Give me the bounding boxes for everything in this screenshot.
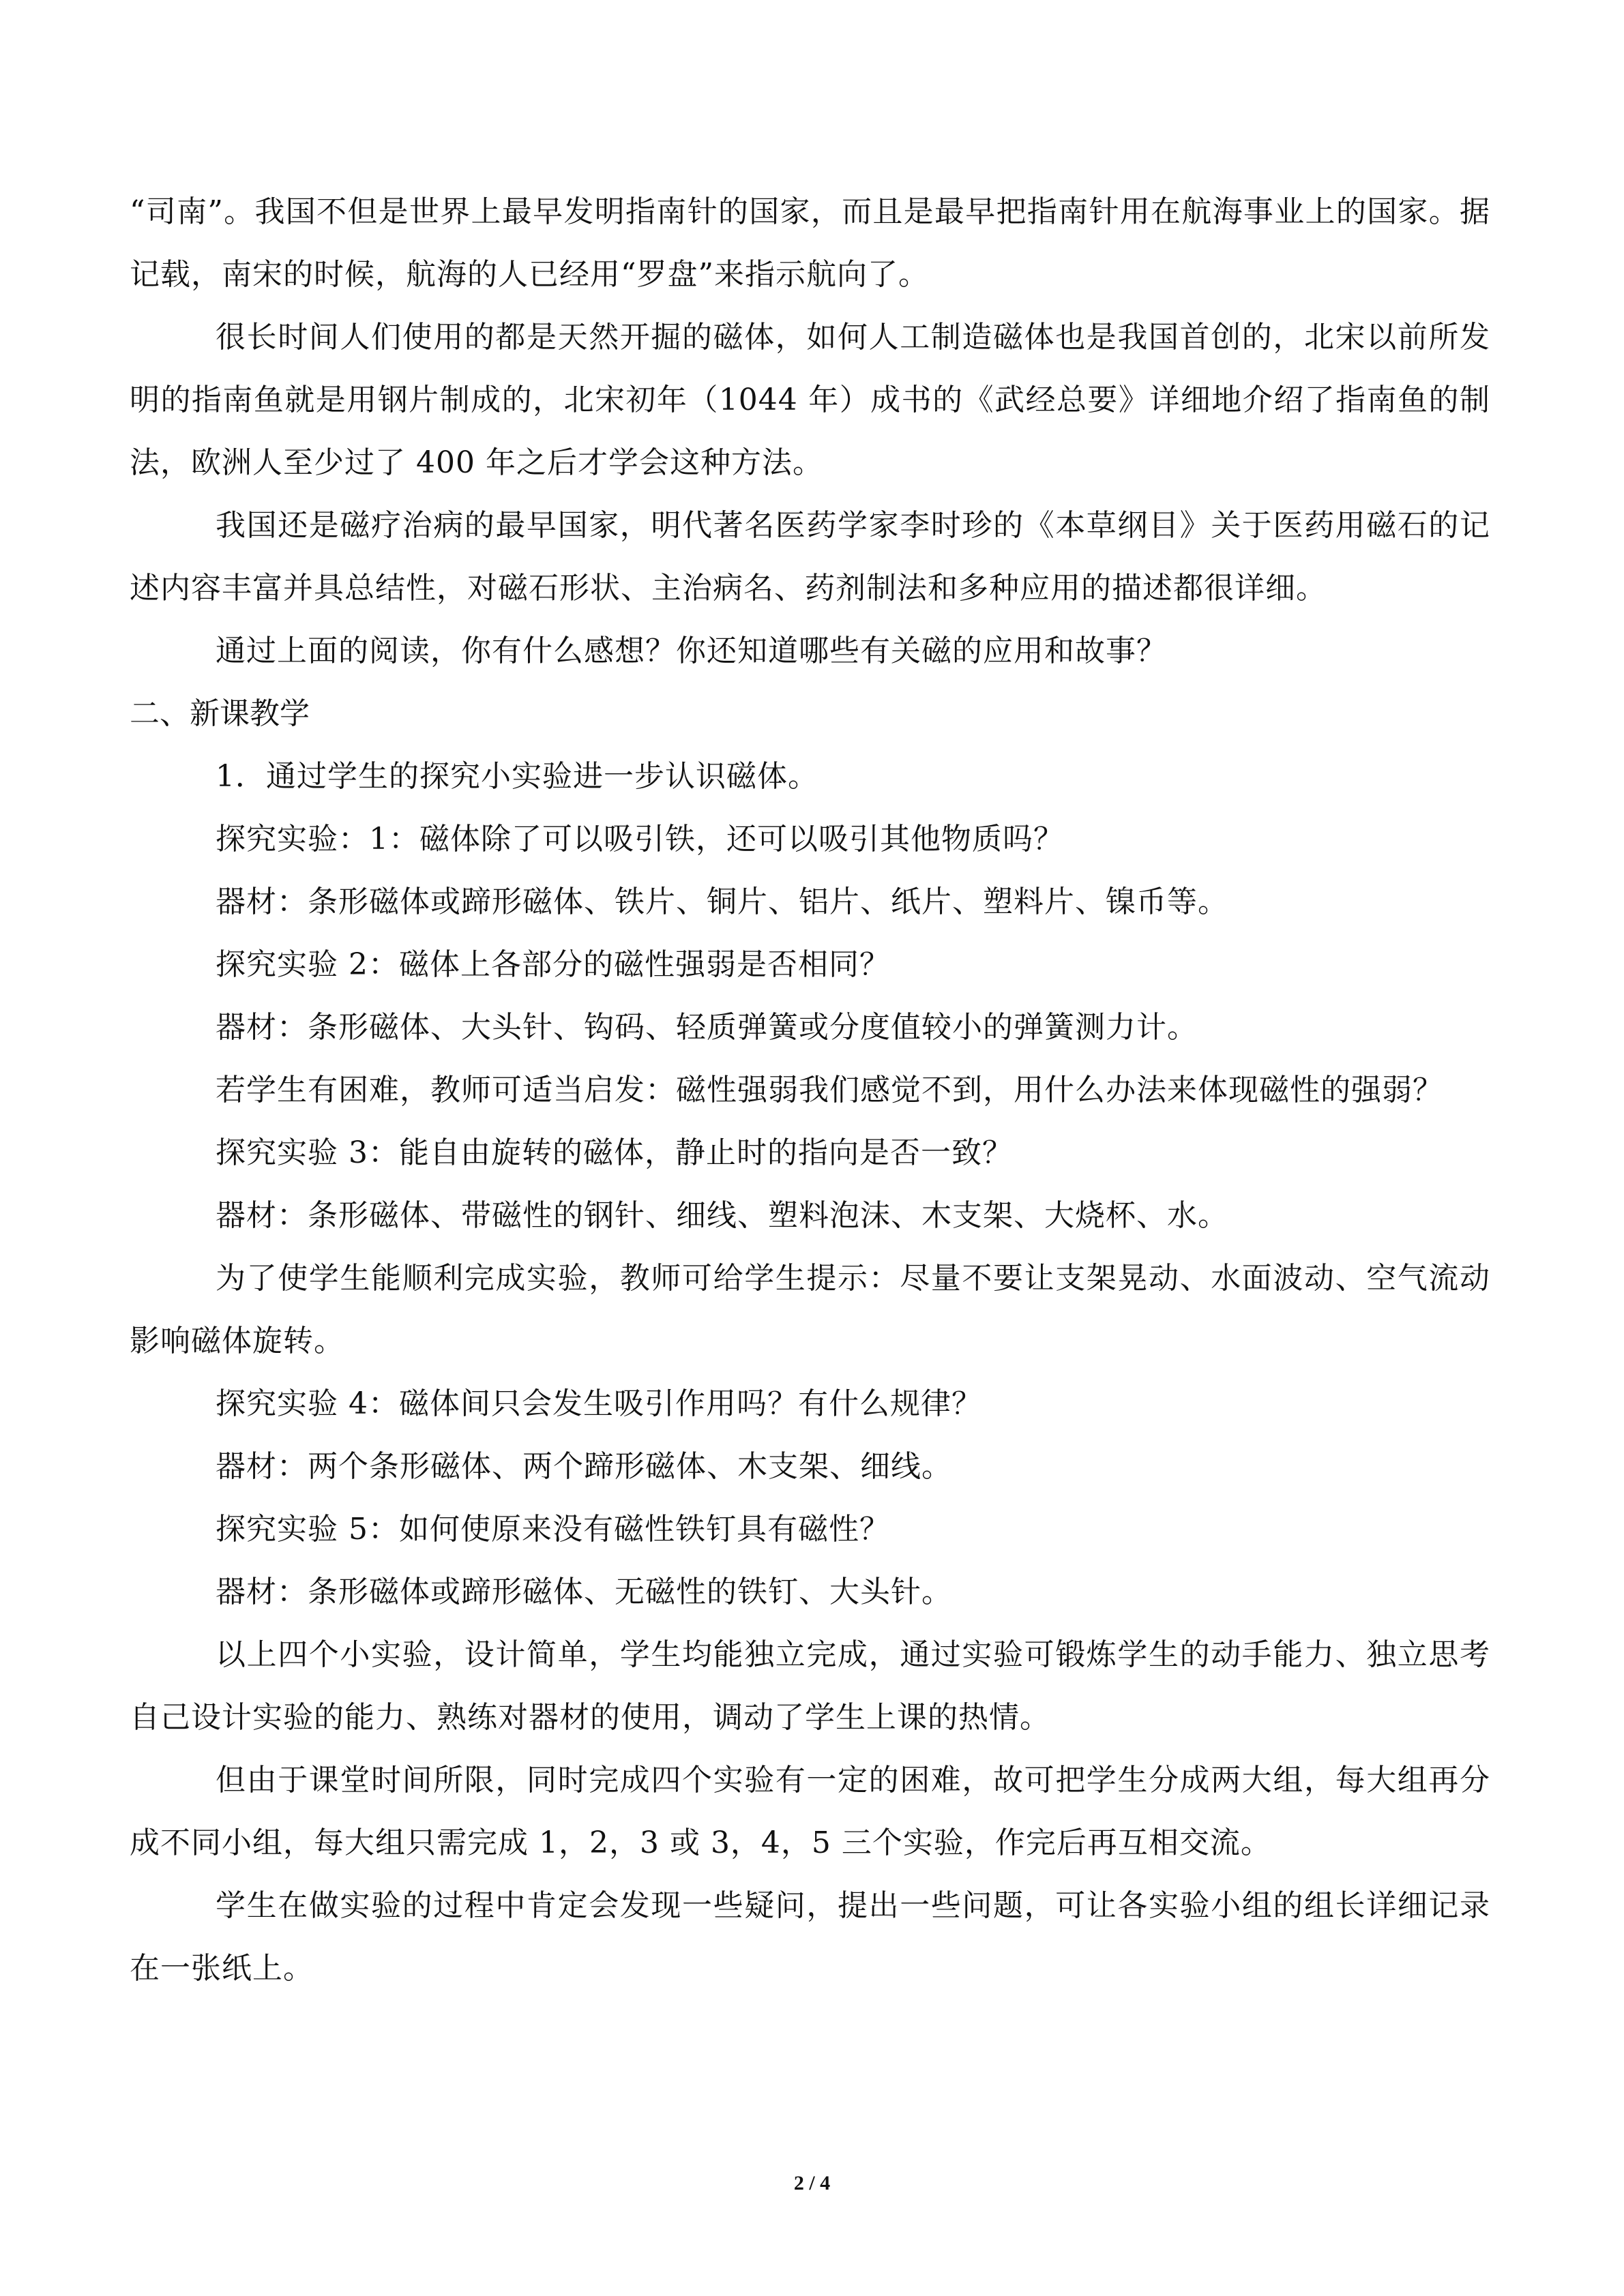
paragraph: 但由于课堂时间所限，同时完成四个实验有一定的困难，故可把学生分成两大组，每大组再分成不同小组，每大组只需完成 1，2，3 或 3，4，5 三个实验，作完后再互相交流。: [130, 1763, 1490, 1860]
paragraph: 我国还是磁疗治病的最早国家，明代著名医药学家李时珍的《本草纲目》关于医药用磁石的记述内容丰富并具总结性，对磁石形状、主治病名、药剂制法和多种应用的描述都很详细。: [130, 508, 1490, 606]
paragraph: 器材：条形磁体、大头针、钩码、轻质弹簧或分度值较小的弹簧测力计。: [216, 1010, 1198, 1045]
paragraph: 学生在做实验的过程中肯定会发现一些疑问，提出一些问题，可让各实验小组的组长详细记录在一张纸上。: [130, 1888, 1490, 1986]
paragraph: 探究实验 2：磁体上各部分的磁性强弱是否相同？: [216, 947, 890, 982]
paragraph: 很长时间人们使用的都是天然开掘的磁体，如何人工制造磁体也是我国首创的，北宋以前所发明的指南鱼就是用钢片制成的，北宋初年（1044 年）成书的《武经总要》详细地介绍了指南鱼的制法，欧洲人至少过了 400 年之后才学会这种方法。: [130, 320, 1490, 480]
paragraph: 探究实验 3：能自由旋转的磁体，静止时的指向是否一致？: [216, 1135, 1013, 1170]
paragraph: 为了使学生能顺利完成实验，教师可给学生提示：尽量不要让支架晃动、水面波动、空气流动影响磁体旋转。: [130, 1261, 1490, 1358]
paragraph: 探究实验 4：磁体间只会发生吸引作用吗？有什么规律？: [216, 1386, 982, 1421]
paragraph: 器材：条形磁体、带磁性的钢针、细线、塑料泡沫、木支架、大烧杯、水。: [216, 1198, 1228, 1233]
paragraph: 通过上面的阅读，你有什么感想？你还知道哪些有关磁的应用和故事？: [216, 633, 1167, 668]
paragraph: 器材：条形磁体或蹄形磁体、无磁性的铁钉、大头针。: [216, 1575, 952, 1609]
paragraph: “司南”。我国不但是世界上最早发明指南针的国家，而且是最早把指南针用在航海事业上的国家。据记载，南宋的时候，航海的人已经用“罗盘”来指示航向了。: [130, 194, 1490, 292]
paragraph: 若学生有困难，教师可适当启发：磁性强弱我们感觉不到，用什么办法来体现磁性的强弱？: [216, 1073, 1443, 1107]
paragraph: 器材：两个条形磁体、两个蹄形磁体、木支架、细线。: [216, 1449, 952, 1484]
page-number: 2 / 4: [793, 2172, 831, 2194]
paragraph: 探究实验 5：如何使原来没有磁性铁钉具有磁性？: [216, 1512, 890, 1547]
paragraph: 探究实验：1：磁体除了可以吸引铁，还可以吸引其他物质吗？: [216, 822, 1064, 856]
paragraph: 1．通过学生的探究小实验进一步认识磁体。: [216, 759, 818, 794]
section-heading: 二、新课教学: [130, 696, 310, 731]
paragraph: 以上四个小实验，设计简单，学生均能独立完成，通过实验可锻炼学生的动手能力、独立思考自己设计实验的能力、熟练对器材的使用，调动了学生上课的热情。: [130, 1637, 1490, 1735]
paragraph: 器材：条形磁体或蹄形磁体、铁片、铜片、铝片、纸片、塑料片、镍币等。: [216, 884, 1228, 919]
document-body: [130, 181, 1490, 2000]
